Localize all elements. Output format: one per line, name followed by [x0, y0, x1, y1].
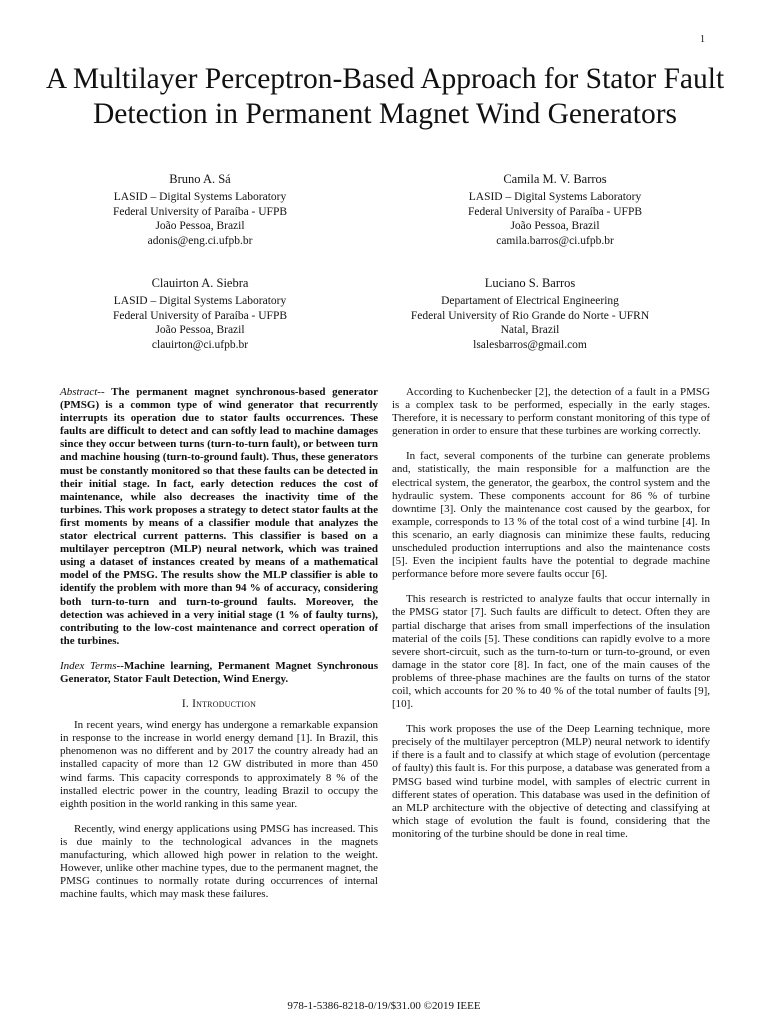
index-terms-text: --Machine learning, Permanent Magnet Synchronous Generator, Stator Fault Detection, Wind Energy.: [60, 659, 378, 685]
author-name: Camila M. V. Barros: [503, 172, 607, 186]
author-location: João Pessoa, Brazil: [510, 220, 600, 233]
abstract-label: Abstract--: [60, 386, 105, 398]
author-email: lsalesbarros@gmail.com: [473, 339, 587, 352]
author-block: [385, 172, 725, 249]
author-affiliation: Departament of Electrical Engineering: [441, 294, 619, 307]
body-paragraph: Recently, wind energy applications using PMSG has increased. This is due mainly to the technological advances in the magnets manufacturing, which allowed high power in relation to the weight. However, unlike other machine types, due to the permanent magnet, the PMSG continues to normally rotate during occurrences of internal machine faults, which may mask these failures.: [60, 822, 378, 901]
body-paragraph: In fact, several components of the turbine can generate problems and, statistically, the main responsible for a malfunction are the electrical system, the generator, the gearbox, the control system and the hydraulic system. These components account for 86 % of turbine downtime [3]. Only the maintenance cost caused by the gearbox, for example, corresponds to 13 % of the total cost of a wind turbine [4]. In this scenario, an early diagnosis can minimize these faults, reducing unscheduled production interruptions and also the maintenance costs [5]. Even the incipient faults have the potential to degrade machine performance before more severe faults occur [6].: [392, 450, 710, 581]
author-location: João Pessoa, Brazil: [155, 220, 245, 233]
author-affiliation: LASID – Digital Systems Laboratory: [468, 190, 642, 203]
left-column: [60, 386, 378, 913]
index-terms-label: Index Terms: [60, 659, 117, 672]
author-affiliation: LASID – Digital Systems Laboratory: [113, 190, 287, 203]
page-number: 1: [700, 34, 705, 45]
author-name: Clauirton A. Siebra: [151, 276, 249, 290]
author-email: camila.barros@ci.ufpb.br: [496, 235, 614, 248]
right-column: [392, 386, 710, 853]
body-paragraph: According to Kuchenbecker [2], the detection of a fault in a PMSG is a complex task to be performed, especially in the early stages. Therefore, it is necessary to perform constant monitoring of this type of generation in order to ensure that these turbines are working correctly.: [392, 386, 710, 438]
author-block: [30, 276, 370, 353]
copyright-footer: 978-1-5386-8218-0/19/$31.00 ©2019 IEEE: [287, 1000, 481, 1012]
author-university: Federal University of Paraíba - UFPB: [112, 309, 288, 322]
body-paragraph: This work proposes the use of the Deep Learning technique, more precisely of the multilayer perceptron (MLP) neural network to identify if there is a fault and to classify at which stage of evolution (percentage of faulty) this fault is. For this purpose, a database was generated from a PMSG based wind turbine model, with samples of electric current in different states of operation. This database was used in the definition of an MLP architecture with the objective of detecting and classifying at which stage of evolution the fault is found, considering that the monitoring of the turbine should be done in real time.: [392, 723, 710, 840]
index-terms: [60, 660, 378, 686]
author-university: Federal University of Paraíba - UFPB: [112, 205, 288, 218]
author-name: Luciano S. Barros: [484, 276, 576, 290]
author-affiliation: LASID – Digital Systems Laboratory: [113, 294, 287, 307]
body-paragraph: This research is restricted to analyze faults that occur internally in the PMSG stator [7]. Such faults are difficult to detect. Often they are partial discharge that arises from small imperfections of the insulation material of the coils [5]. These conditions can rapidly evolve to a more severe short-circuit, such as the turn-to-turn or turn-to-ground, or even damage in the stator core [8]. In fact, one of the main causes of the problems of three-phase machines are the faults on turns of the stator coil, which accounts for 20 % to 40 % of the total number of faults [9], [10].: [392, 593, 710, 711]
author-location: Natal, Brazil: [500, 324, 560, 337]
body-paragraph: In recent years, wind energy has undergone a remarkable expansion in response to the increase in world energy demand [1]. In Brazil, this phenomenon was no different and by 2017 the country already had an installed capacity of more than 12 GW distributed in more than 450 wind farms. This capacity corresponds to approximately 8 % of the installed electric power in the country, leading Brazil to occupy the eighth position in the world ranking in this same year.: [60, 719, 378, 810]
author-name: Bruno A. Sá: [169, 172, 231, 186]
section-heading: I. Introduction: [181, 698, 257, 711]
abstract: [60, 386, 378, 648]
author-university: Federal University of Paraíba - UFPB: [467, 205, 643, 218]
author-email: adonis@eng.ci.ufpb.br: [147, 235, 253, 248]
author-location: João Pessoa, Brazil: [155, 324, 245, 337]
author-block: [360, 276, 700, 353]
paper-title: A Multilayer Perceptron-Based Approach for Stator Fault Detection in Permanent Magnet Wind Generators: [45, 63, 725, 130]
abstract-text: The permanent magnet synchronous-based generator (PMSG) is a common type of wind generator that recurrently interrupts its operation due to stator faults occurrences. These faults are difficult to detect and can softly lead to machine damages since they occur between turns (turn-to-turn fault), or between turn and machine housing (turn-to-ground fault). Thus, these generators must be constantly monitored so that these faults can be detected in their initial stage. In fact, early detection reduces the cost of maintenance, while also decreases the inactivity time of the turbines. This work proposes a strategy to detect stator faults at the first moments by means of a classifier module that analyzes the stator electrical current patterns. This classifier is based on a multilayer perceptron (MLP) neural network, which was trained using a dataset of instances created by means of a mathematical model of the PMSG. The results show the MLP classifier is able to identify the problem with more than 94 % of accuracy, considering both turn-to-turn and turn-to-ground faults. Moreover, the detection was achieved in a very initial stage (1 % of faulty turns), contributing to the low-cost maintenance and correct operation of the turbines.: [60, 386, 378, 647]
author-university: Federal University of Rio Grande do Norte - UFRN: [410, 309, 650, 322]
author-block: [30, 172, 370, 249]
author-email: clauirton@ci.ufpb.br: [151, 339, 249, 352]
